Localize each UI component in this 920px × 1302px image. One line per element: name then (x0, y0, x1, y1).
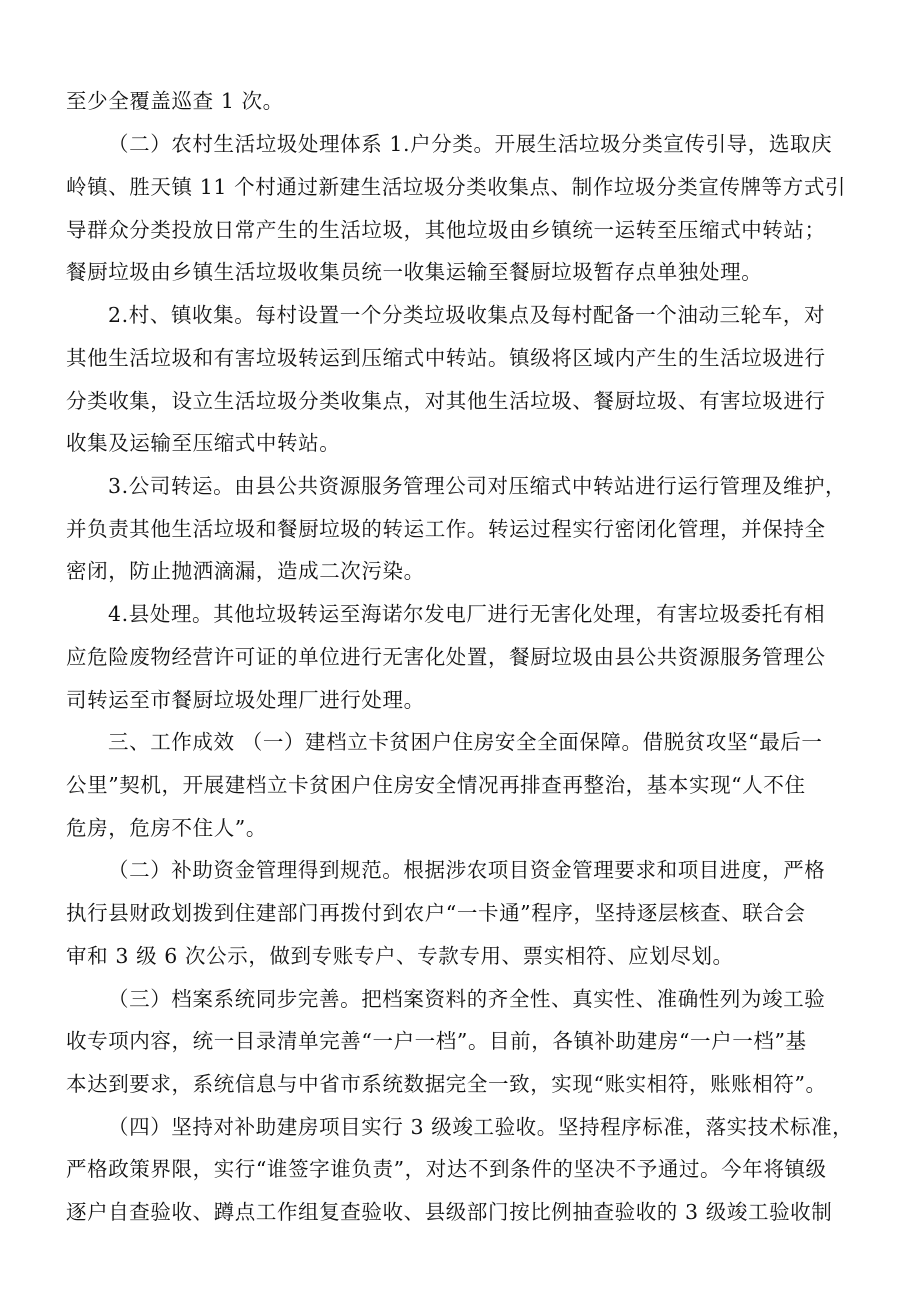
text-line: 岭镇、胜天镇 11 个村通过新建生活垃圾分类收集点、制作垃圾分类宣传牌等方式引 (66, 175, 847, 199)
text-line: 逐户自查验收、蹲点工作组复查验收、县级部门按比例抽查验收的 3 级竣工验收制 (66, 1200, 833, 1224)
text-line: （三）档案系统同步完善。把档案资料的齐全性、真实性、准确性列为竣工验 (108, 987, 826, 1011)
text-line: 审和 3 级 6 次公示，做到专账专户、专款专用、票实相符、应划尽划。 (66, 944, 734, 968)
text-line: 执行县财政划拨到住建部门再拨付到农户“一卡通”程序，坚持逐层核查、联合会 (66, 901, 806, 925)
text-line: 三、工作成效 （一）建档立卡贫困户住房安全全面保障。借脱贫攻坚“最后一 (108, 730, 823, 754)
text-line: 收集及运输至压缩式中转站。 (66, 431, 341, 455)
text-line: 公里”契机，开展建档立卡贫困户住房安全情况再排查再整治，基本实现“人不住 (66, 773, 806, 797)
text-line: 本达到要求，系统信息与中省市系统数据完全一致，实现“账实相符，账账相符”。 (66, 1072, 827, 1096)
text-line: 3.公司转运。由县公共资源服务管理公司对压缩式中转站进行运行管理及维护， (108, 474, 847, 498)
text-line: （二）补助资金管理得到规范。根据涉农项目资金管理要求和项目进度，严格 (108, 858, 826, 882)
text-line: 餐厨垃圾由乡镇生活垃圾收集员统一收集运输至餐厨垃圾暂存点单独处理。 (66, 260, 763, 284)
text-line: （二）农村生活垃圾处理体系 1.户分类。开展生活垃圾分类宣传引导，选取庆 (108, 132, 833, 156)
text-line: 司转运至市餐厨垃圾处理厂进行处理。 (66, 688, 425, 712)
text-line: （四）坚持对补助建房项目实行 3 级竣工验收。坚持程序标准，落实技术标准， (108, 1115, 854, 1139)
text-line: 密闭，防止抛洒滴漏，造成二次污染。 (66, 559, 425, 583)
text-line: 严格政策界限，实行“谁签字谁负责”，对达不到条件的坚决不予通过。今年将镇级 (66, 1157, 827, 1181)
text-line: 并负责其他生活垃圾和餐厨垃圾的转运工作。转运过程实行密闭化管理，并保持全 (66, 517, 826, 541)
text-line: 导群众分类投放日常产生的生活垃圾，其他垃圾由乡镇统一运转至压缩式中转站； (66, 218, 826, 242)
text-line: 危房，危房不住人”。 (66, 816, 267, 840)
text-line: 至少全覆盖巡查 1 次。 (66, 89, 284, 113)
text-line: 其他生活垃圾和有害垃圾转运到压缩式中转站。镇级将区域内产生的生活垃圾进行 (66, 346, 826, 370)
text-line: 分类收集，设立生活垃圾分类收集点，对其他生活垃圾、餐厨垃圾、有害垃圾进行 (66, 389, 826, 413)
text-line: 应危险废物经营许可证的单位进行无害化处置，餐厨垃圾由县公共资源服务管理公 (66, 645, 826, 669)
text-line: 2.村、镇收集。每村设置一个分类垃圾收集点及每村配备一个油动三轮车，对 (108, 303, 826, 327)
text-line: 收专项内容，统一目录清单完善“一户一档”。目前，各镇补助建房“一户一档”基 (66, 1029, 807, 1053)
text-line: 4.县处理。其他垃圾转运至海诺尔发电厂进行无害化处理，有害垃圾委托有相 (108, 602, 826, 626)
